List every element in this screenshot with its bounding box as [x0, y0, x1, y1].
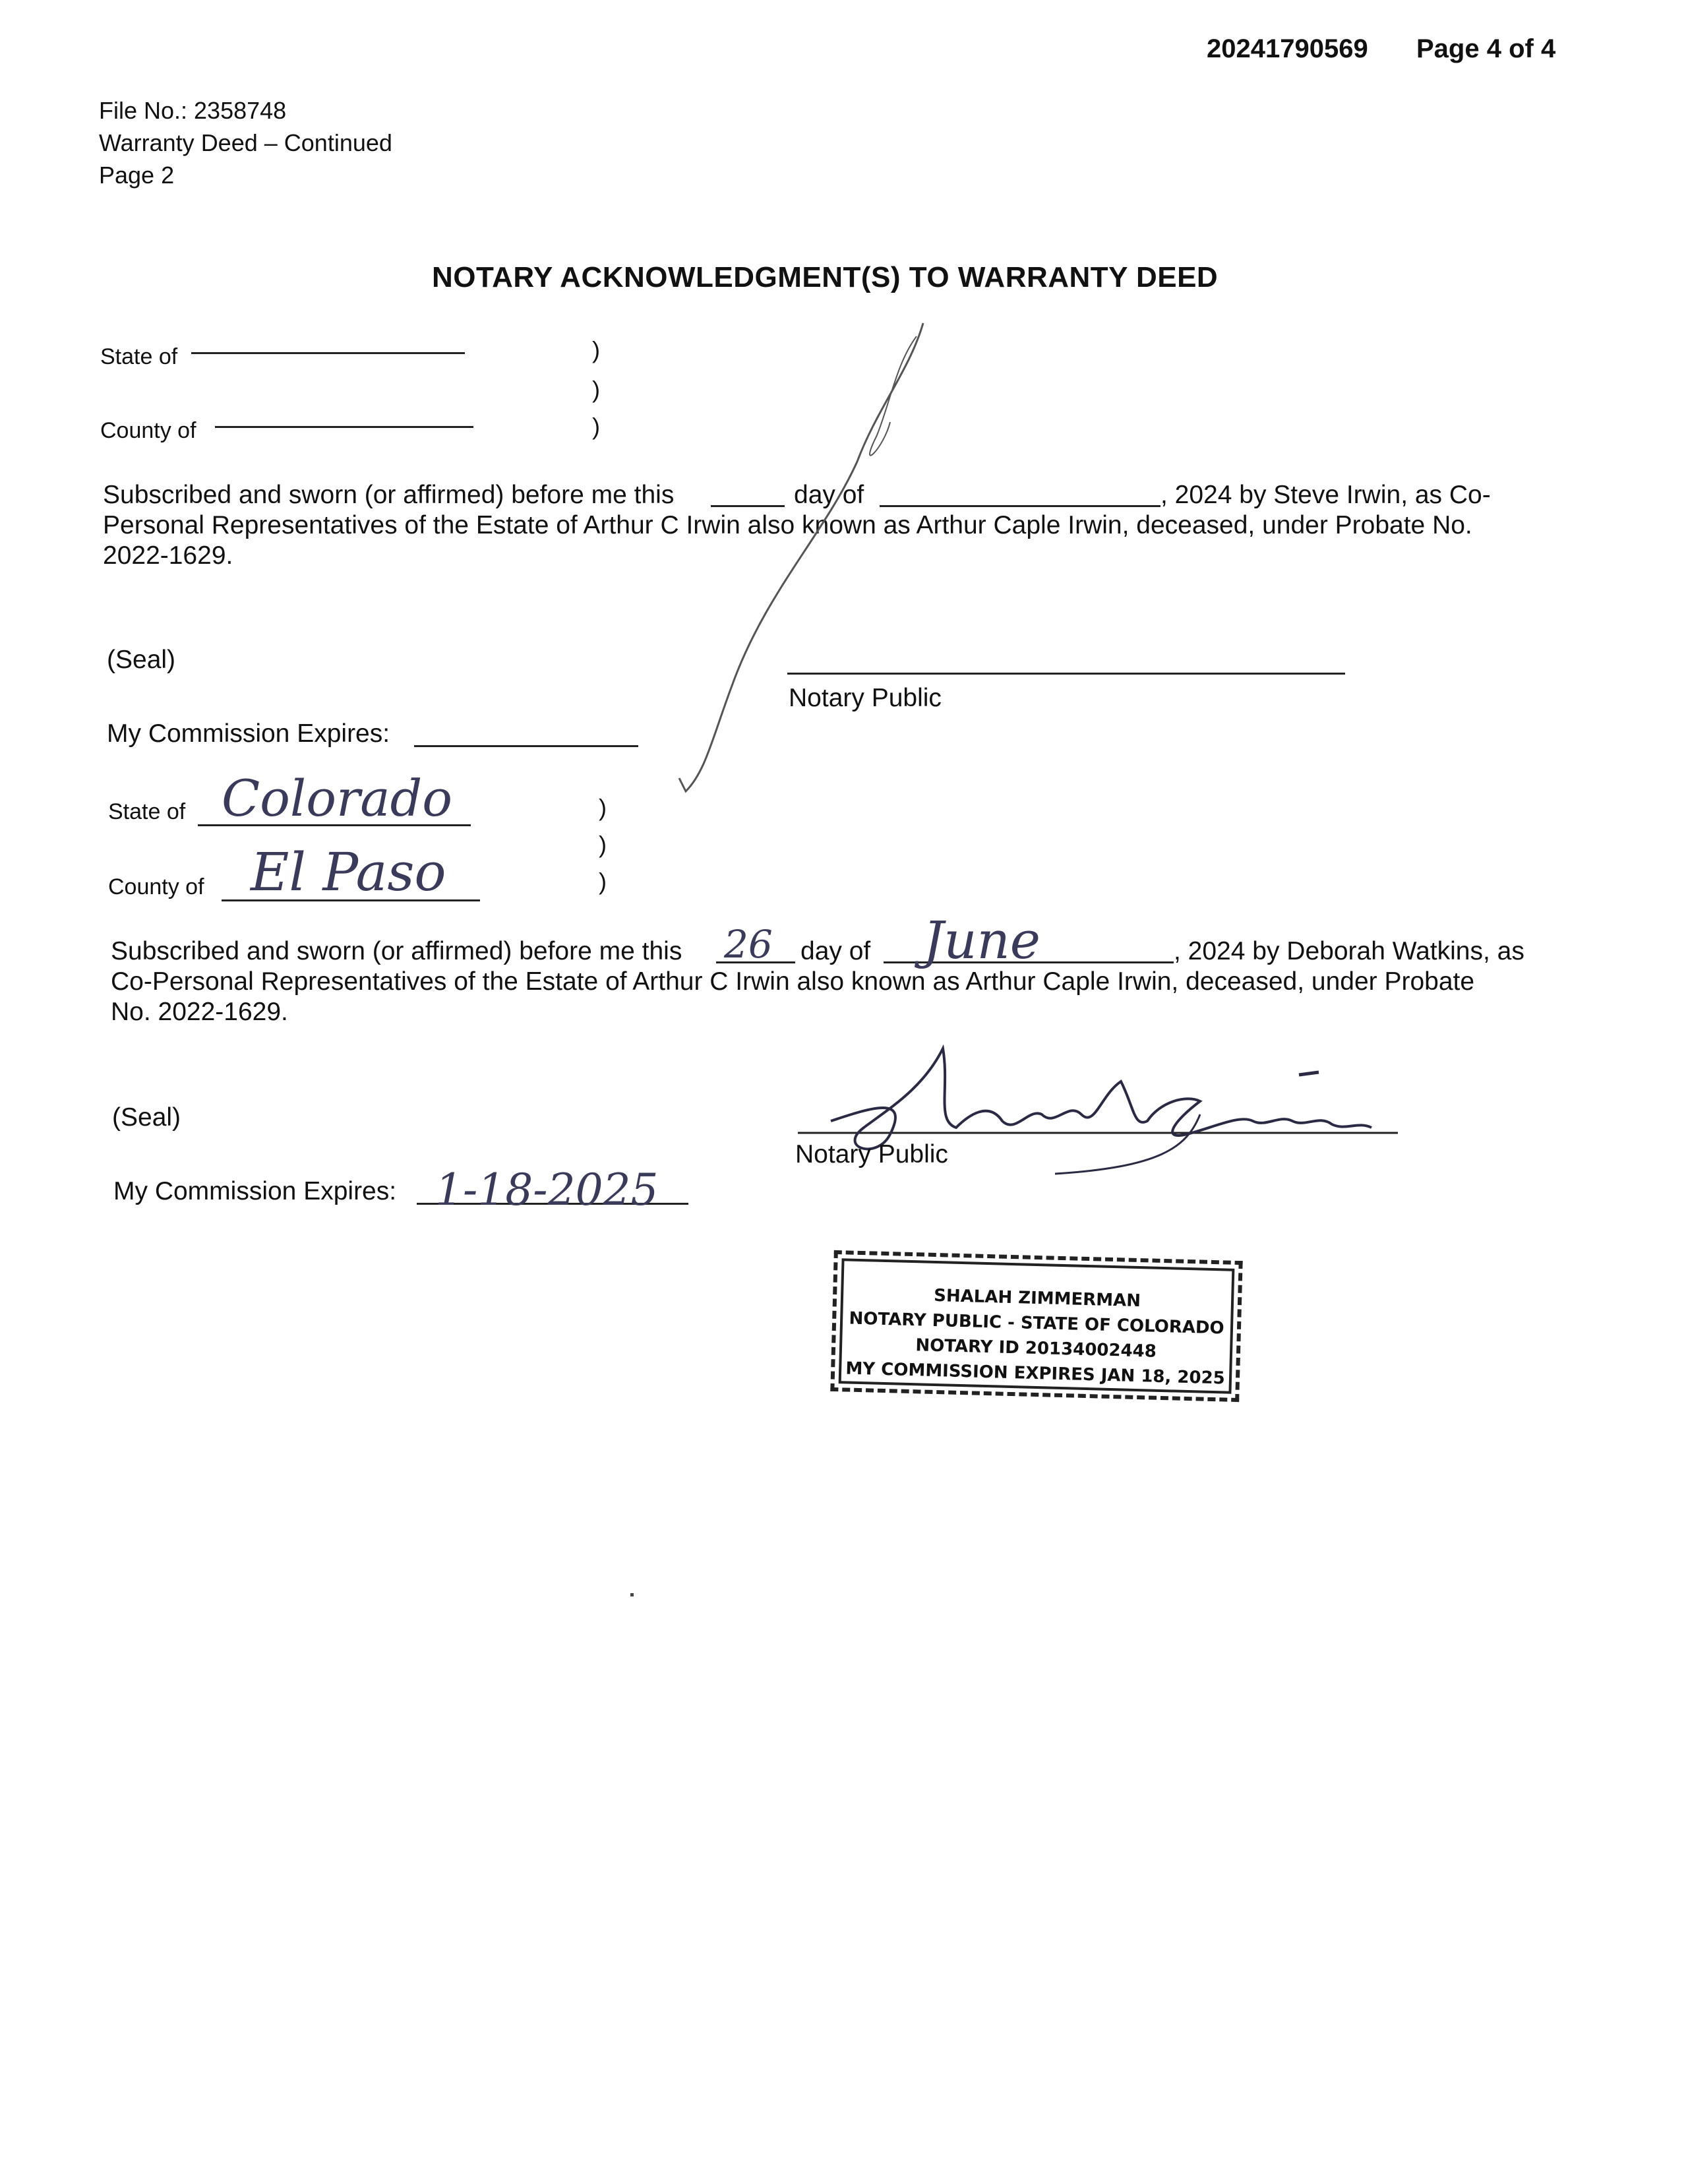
- paragraph-line3: 2022-1629.: [103, 541, 233, 570]
- file-number: File No.: 2358748: [99, 97, 287, 124]
- page-title: NOTARY ACKNOWLEDGMENT(S) TO WARRANTY DEED: [432, 261, 1219, 293]
- paragraph2-line3: No. 2022-1629.: [111, 998, 288, 1026]
- state-label-2: State of: [108, 799, 186, 824]
- bracket: ): [599, 868, 607, 895]
- county-label-1: County of: [100, 418, 196, 443]
- commission-handwritten: 1-18-2025: [435, 1165, 659, 1215]
- seal-label-2: (Seal): [112, 1103, 181, 1132]
- paragraph2-line2: Co-Personal Representatives of the Estate of Arthur C Irwin also known as Arthur Caple Irwin, deceased, under Probate: [111, 967, 1475, 996]
- notary-public-label-1: Notary Public: [789, 684, 942, 712]
- county-blank-1: [215, 426, 473, 428]
- page-label: Page 4 of 4: [1416, 34, 1556, 63]
- commission-blank-1: [414, 745, 638, 747]
- bracket: ): [592, 376, 600, 403]
- commission-label-2: My Commission Expires:: [113, 1177, 397, 1205]
- paragraph2-line1-c: , 2024 by Deborah Watkins, as: [1174, 937, 1524, 965]
- paragraph-line1-b: day of: [794, 481, 864, 509]
- bracket: ): [599, 831, 607, 858]
- state-label-1: State of: [100, 344, 178, 369]
- stamp-name: SHALAH ZIMMERMAN: [933, 1285, 1141, 1312]
- stamp-title: NOTARY PUBLIC - STATE OF COLORADO: [849, 1308, 1224, 1339]
- paragraph-line1-c: , 2024 by Steve Irwin, as Co-: [1160, 481, 1491, 509]
- bracket: ): [599, 794, 607, 821]
- bracket: ): [592, 336, 600, 363]
- day-handwritten: 26: [724, 922, 773, 967]
- document-type: Warranty Deed – Continued: [99, 129, 392, 156]
- county-label-2: County of: [108, 874, 204, 899]
- page-number: Page 2: [99, 162, 175, 189]
- stamp-id: NOTARY ID 20134002448: [915, 1335, 1157, 1362]
- paragraph-line1-a: Subscribed and sworn (or affirmed) before me this: [103, 481, 675, 509]
- county-handwritten: El Paso: [251, 841, 446, 903]
- stamp-expiry: MY COMMISSION EXPIRES JAN 18, 2025: [845, 1358, 1226, 1389]
- seal-label-1: (Seal): [107, 646, 176, 674]
- notary-stamp: [830, 1250, 1242, 1402]
- strike-through-mark: [659, 317, 950, 804]
- bracket: ): [592, 413, 600, 440]
- commission-label-1: My Commission Expires:: [107, 719, 390, 748]
- notary-public-label-2: Notary Public: [795, 1140, 948, 1168]
- paragraph-line2: Personal Representatives of the Estate of Arthur C Irwin also known as Arthur Caple Irwin, deceased, under Probate No.: [103, 511, 1472, 539]
- notary-signature: [791, 1035, 1411, 1194]
- state-blank-1: [191, 352, 465, 354]
- month-handwritten: June: [923, 911, 1040, 971]
- state-handwritten: Colorado: [222, 769, 453, 828]
- paragraph2-line1-a: Subscribed and sworn (or affirmed) before me this: [111, 937, 682, 965]
- paragraph2-line1-b: day of: [800, 937, 871, 965]
- document-number: 20241790569: [1207, 34, 1368, 63]
- speck: [630, 1593, 634, 1596]
